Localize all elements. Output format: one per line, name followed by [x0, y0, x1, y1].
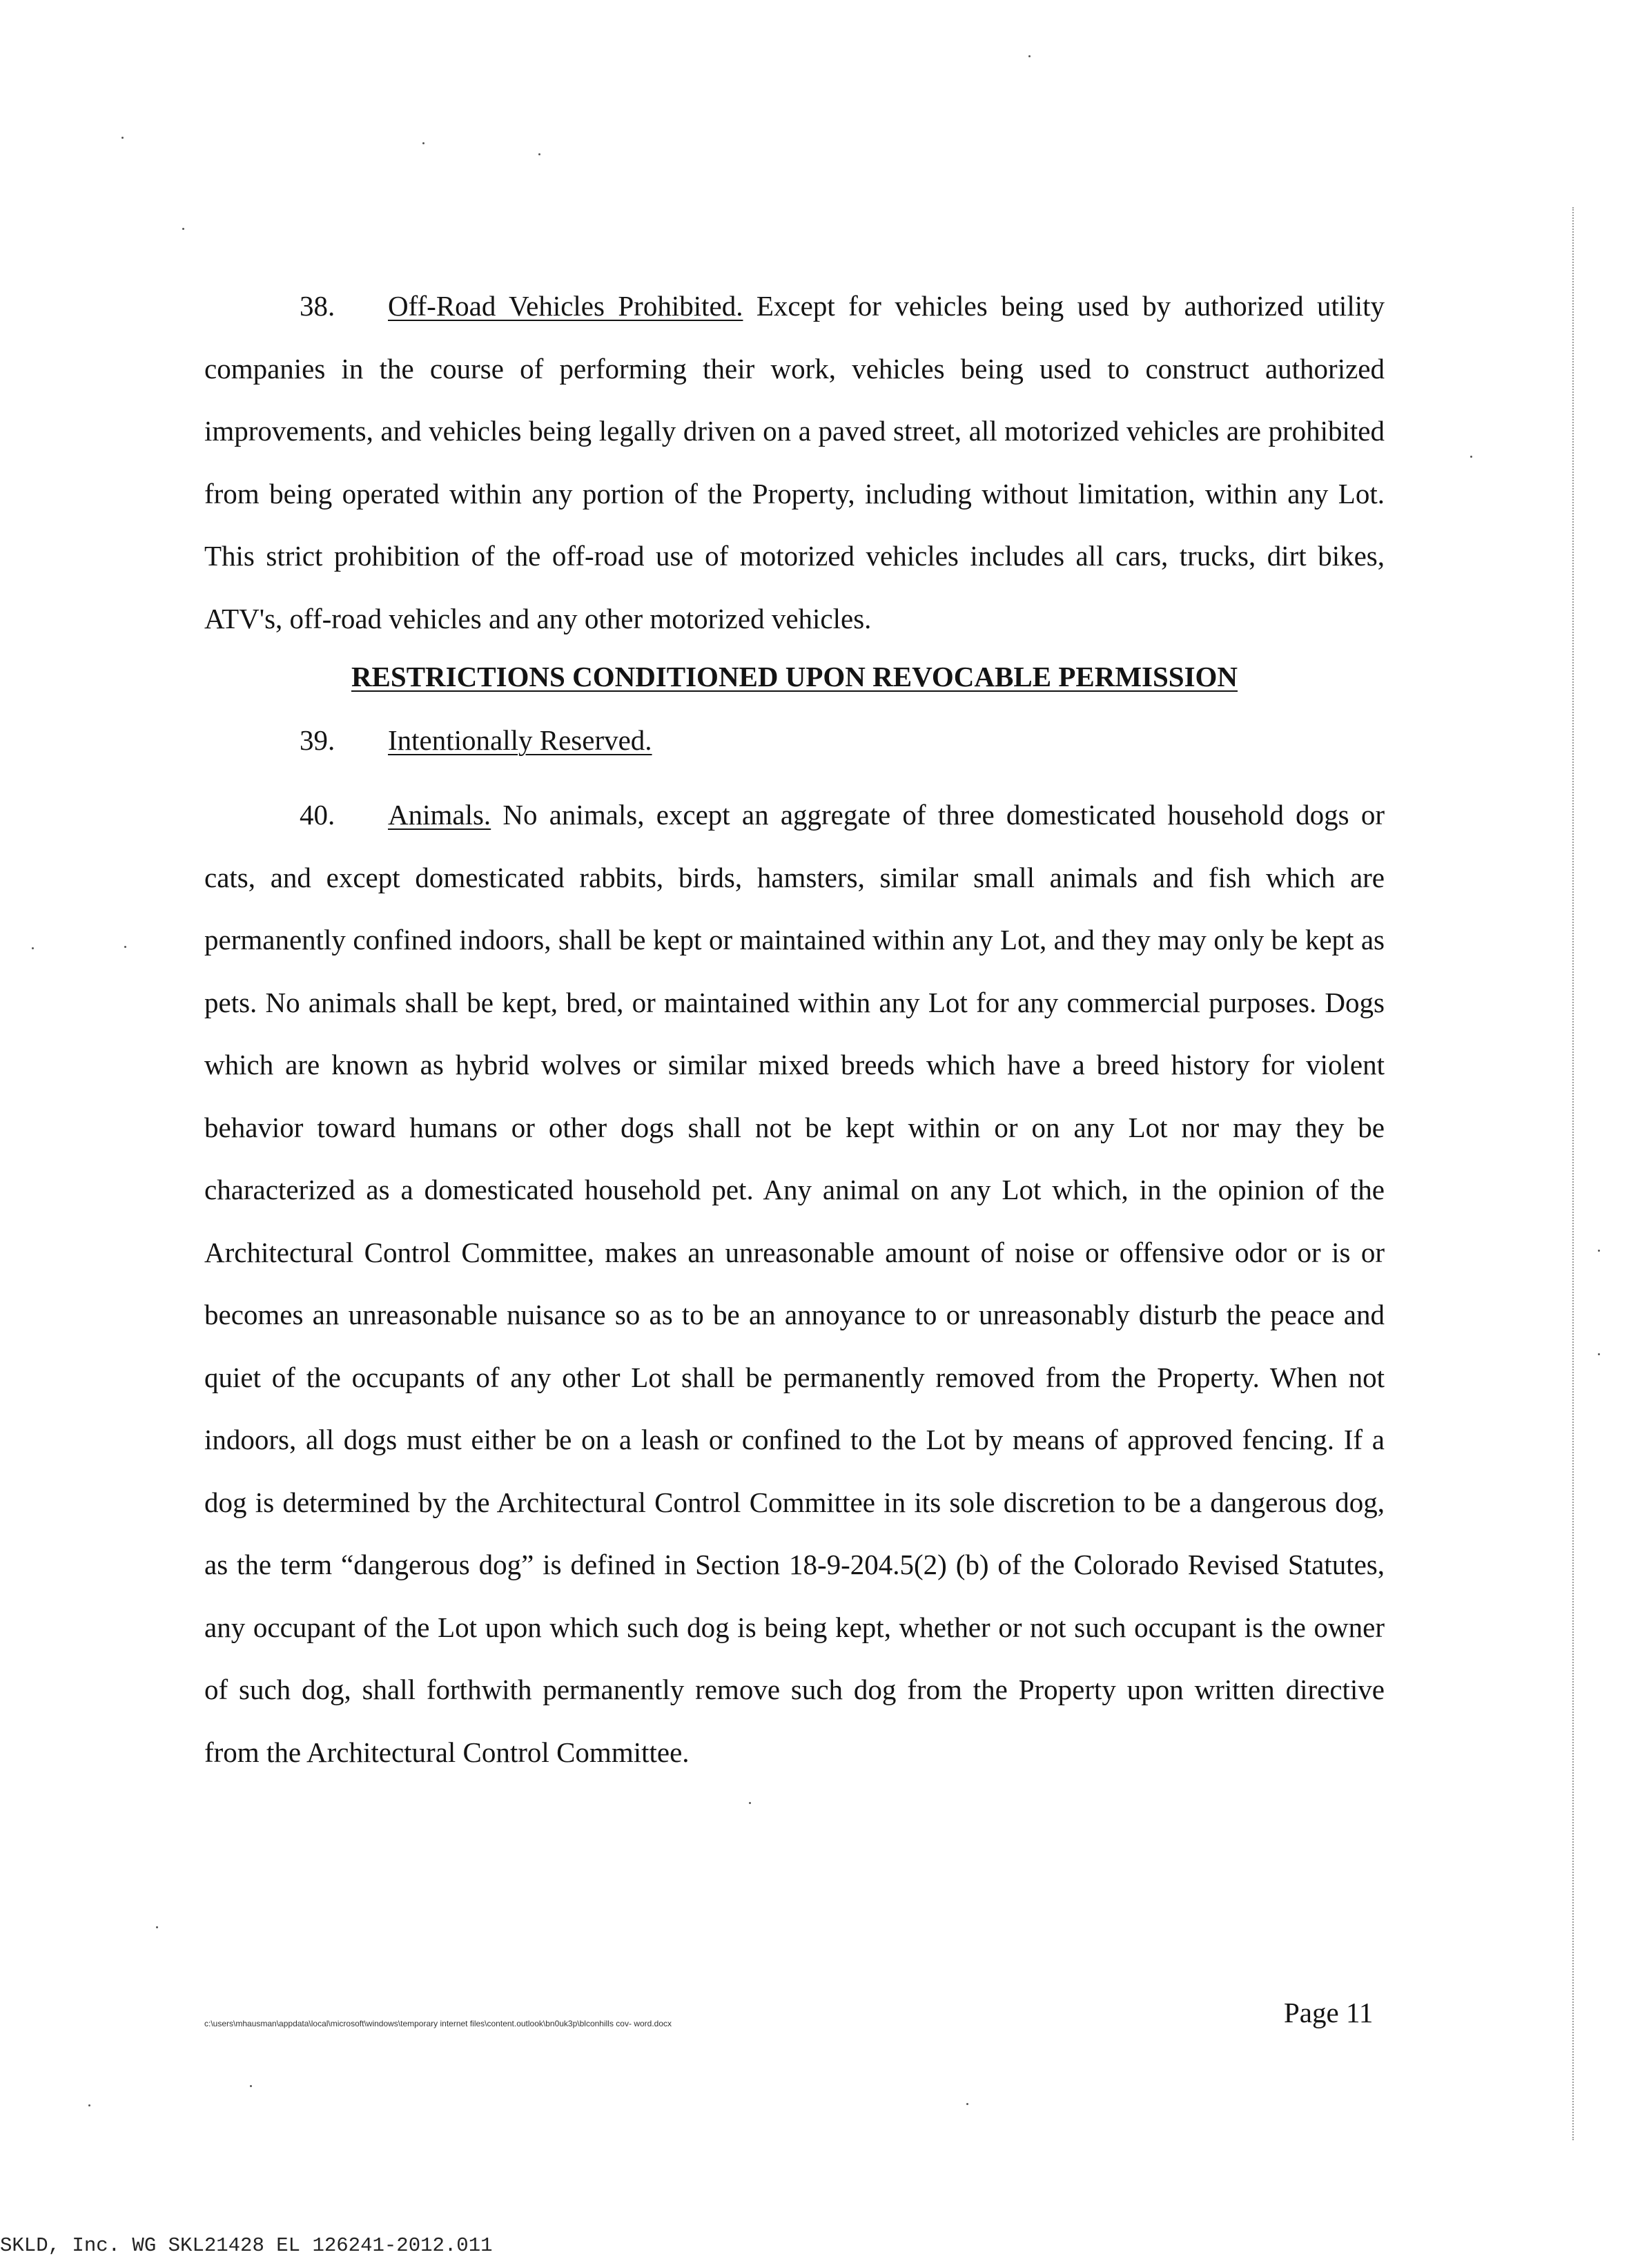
section-40-number: 40. — [300, 799, 335, 831]
scan-stamp: SKLD, Inc. WG SKL21428 EL 126241-2012.011 — [0, 2234, 493, 2257]
scan-speck — [32, 947, 34, 949]
scan-speck — [156, 1926, 158, 1928]
scan-speck — [124, 946, 126, 948]
section-40-body: No animals, except an aggregate of three domesticated household dogs or cats, and except domesticated rabbits, birds, hamsters, similar small animals and fish which are permanently confined indoors, shall be kept or maintained within any Lot, and they may only be kept as pets. No animals shall be kept, bred, or maintained within any Lot for any commercial purposes. Dogs which are known as hybrid wolves or similar mixed breeds which have a breed history for violent behavior toward humans or other dogs shall not be kept within or on any Lot nor may they be characterized as a domesticated household pet. Any animal on any Lot which, in the opinion of the Architectural Control Committee, makes an unreasonable amount of noise or offensive odor or is or becomes an unreasonable nuisance so as to be an annoyance to or unreasonably disturb the peace and quiet of the occupants of any other Lot shall be permanently removed from the Property. When not indoors, all dogs must either be on a leash or confined to the Lot by means of approved fencing. If a dog is determined by the Architectural Control Committee in its sole discretion to be a dangerous dog, as the term “dangerous dog” is defined in Section 18-9-204.5(2) (b) of the Colorado Revised Statutes, any occupant of the Lot upon which such dog is being kept, whether or not such occupant is the owner of such dog, shall forthwith permanently remove such dog from the Property upon written directive from the Architectural Control Committee. — [204, 799, 1385, 1768]
section-39 — [300, 716, 652, 764]
section-38 — [204, 275, 1385, 650]
scan-speck — [1598, 1353, 1600, 1355]
section-40 — [204, 784, 1385, 1783]
scan-speck — [1470, 456, 1472, 458]
scan-speck — [422, 142, 424, 144]
scan-speck — [1598, 1250, 1600, 1252]
scan-speck — [749, 1802, 751, 1804]
page-number: Page 11 — [1284, 1997, 1374, 2028]
section-38-number: 38. — [300, 290, 335, 322]
scan-speck — [121, 137, 124, 139]
scan-speck — [966, 2103, 968, 2105]
scan-speck — [538, 153, 540, 155]
section-40-title: Animals. — [388, 799, 491, 831]
section-39-title: Intentionally Reserved. — [388, 724, 652, 756]
scan-speck — [1028, 55, 1031, 57]
scan-speck — [250, 2085, 252, 2087]
footer-file-path: c:\users\mhausman\appdata\local\microsoft\windows\temporary internet files\content.outlook\bn0uk3p\blconhills cov- word.docx — [204, 2019, 672, 2028]
scan-speck — [182, 228, 184, 230]
section-38-title: Off-Road Vehicles Prohibited. — [388, 290, 743, 322]
scan-edge-dots — [1572, 207, 1574, 2140]
section-39-number: 39. — [300, 724, 335, 756]
section-38-body: Except for vehicles being used by authorized utility companies in the course of performing their work, vehicles being used to construct authorized improvements, and vehicles being legally driven on a paved street, all motorized vehicles are prohibited from being operated within any portion of the Property, including without limitation, within any Lot. This strict prohibition of the off-road use of motorized vehicles includes all cars, trucks, dirt bikes, ATV's, off-road vehicles and any other motorized vehicles. — [204, 290, 1385, 634]
restrictions-heading: RESTRICTIONS CONDITIONED UPON REVOCABLE PERMISSION — [351, 661, 1238, 692]
scan-speck — [88, 2104, 90, 2106]
